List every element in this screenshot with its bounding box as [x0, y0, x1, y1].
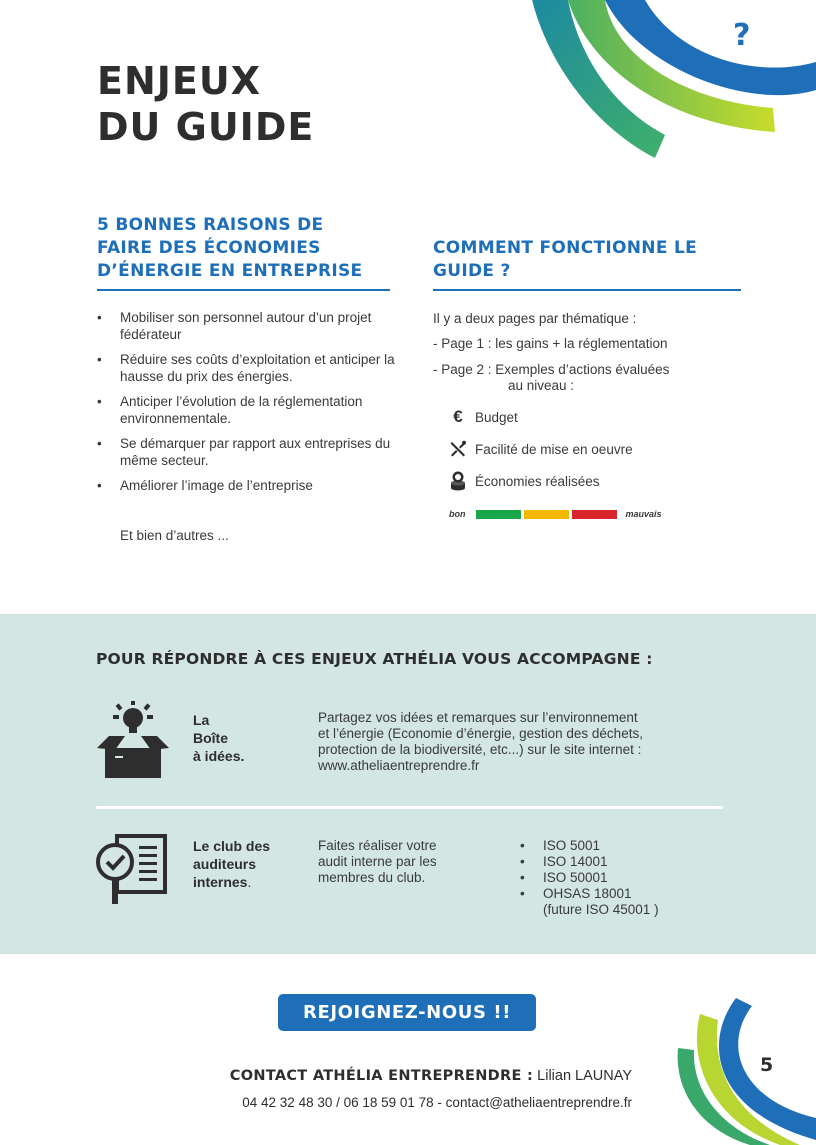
band-divider	[96, 806, 723, 809]
club-text: Faites réaliser votre audit interne par les membres du club.	[318, 838, 437, 885]
reasons-list	[97, 310, 397, 504]
support-heading: POUR RÉPONDRE À CES ENJEUX ATHÉLIA VOUS ACCOMPAGNE :	[96, 650, 653, 668]
rating-scale	[449, 509, 662, 519]
list-item: • ISO 5001	[520, 838, 632, 854]
guide-underline	[433, 289, 741, 291]
list-item: • Anticiper l’évolution de la réglementation environnementale.	[97, 394, 397, 427]
list-item: • Mobiliser son personnel autour d’un projet fédérateur	[97, 310, 397, 343]
list-item: • Se démarquer par rapport aux entreprises du même secteur.	[97, 436, 397, 469]
list-item: • Améliorer l’image de l’entreprise	[97, 478, 397, 495]
legend-savings: Économies réalisées	[448, 471, 600, 491]
contact-details: 04 42 32 48 30 / 06 18 59 01 78 - contact@atheliaentreprendre.fr	[242, 1095, 632, 1110]
coins-icon	[448, 471, 468, 491]
guide-intro: Il y a deux pages par thématique :	[433, 311, 637, 326]
idea-box-icon	[95, 700, 171, 780]
list-item: • OHSAS 18001	[520, 886, 632, 902]
club-title: Le club des auditeurs internes.	[193, 838, 271, 890]
list-item: • ISO 14001	[520, 854, 632, 870]
scale-red-bar	[572, 510, 617, 519]
reasons-more-text: Et bien d’autres ...	[120, 528, 229, 543]
guide-page2-continued: au niveau :	[508, 378, 575, 393]
iso-note: (future ISO 45001 )	[543, 902, 659, 917]
decorative-arcs-bottom	[660, 990, 816, 1145]
scale-yellow-bar	[524, 510, 569, 519]
iso-list	[520, 838, 632, 902]
scale-good-label: bon	[449, 509, 466, 519]
guide-page2: - Page 2 : Exemples d’actions évaluées	[433, 362, 670, 377]
tools-icon	[448, 439, 468, 459]
scale-green-bar	[476, 510, 521, 519]
reasons-underline	[97, 289, 390, 291]
reasons-heading: 5 BONNES RAISONS DE FAIRE DES ÉCONOMIES D’ÉNERGIE EN ENTREPRISE	[97, 215, 363, 281]
guide-heading: COMMENT FONCTIONNE LE GUIDE ?	[433, 238, 697, 281]
guide-page1: - Page 1 : les gains + la réglementation	[433, 336, 668, 351]
decorative-arcs-top	[520, 0, 816, 170]
question-mark-icon: ?	[733, 18, 751, 53]
legend-budget: € Budget	[448, 407, 518, 427]
idea-box-title: La Boîte à idées.	[193, 712, 245, 764]
legend-feasibility: Facilité de mise en oeuvre	[448, 439, 633, 459]
join-us-button[interactable]: REJOIGNEZ-NOUS !!	[278, 994, 536, 1031]
idea-box-text: Partagez vos idées et remarques sur l’environnement et l’énergie (Economie d’énergie, gestion des déchets, protection de la biodiversité, etc...) sur le site internet : www.atheliaentreprendre.fr	[318, 710, 643, 773]
page-title: ENJEUX DU GUIDE	[97, 59, 315, 149]
list-item: • ISO 50001	[520, 870, 632, 886]
audit-checklist-icon	[95, 832, 171, 908]
euro-icon: €	[453, 407, 463, 426]
contact-line: CONTACT ATHÉLIA ENTREPRENDRE : Lilian LAUNAY	[229, 1068, 632, 1084]
list-item: • Réduire ses coûts d’exploitation et anticiper la hausse du prix des énergies.	[97, 352, 397, 385]
page-number: 5	[760, 1054, 774, 1076]
scale-bad-label: mauvais	[625, 509, 662, 519]
